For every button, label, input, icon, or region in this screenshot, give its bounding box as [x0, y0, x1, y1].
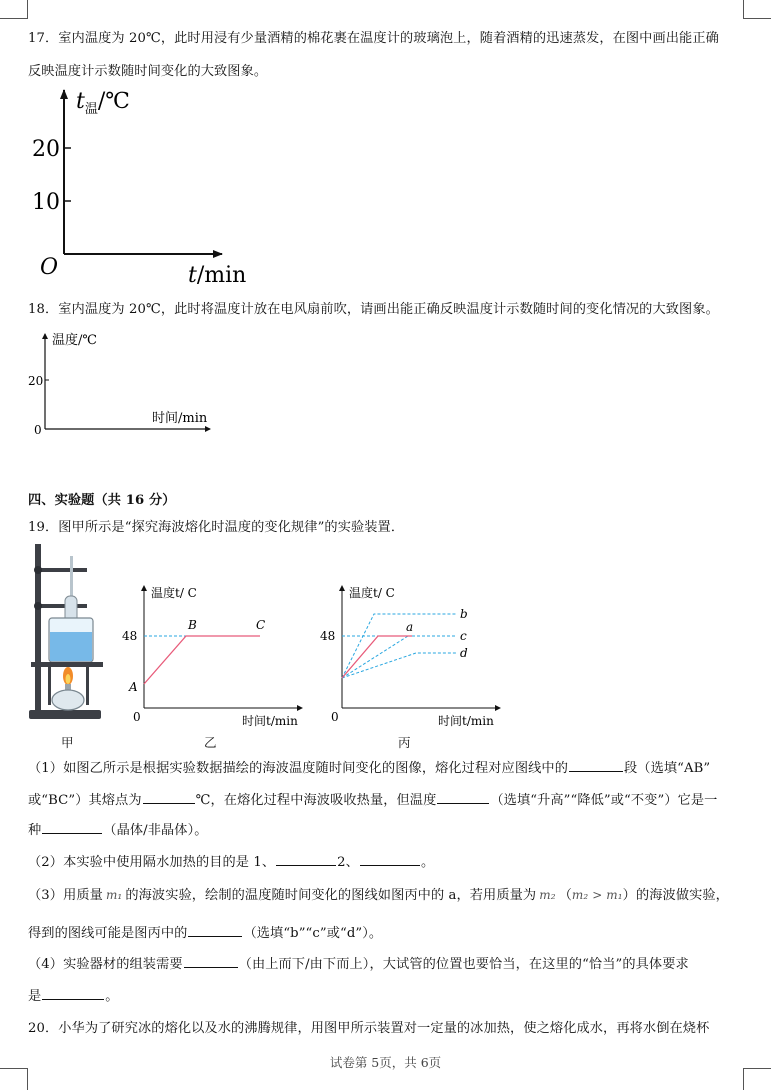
q17-line-2: 反映温度计示数随时间变化的大致图象。	[28, 64, 268, 79]
q19-part1-line1	[28, 757, 710, 776]
q19-part3-line2	[28, 922, 382, 941]
q19-p3-text-f: （选填“b”“c”或“d”）。	[243, 926, 383, 941]
q19-intro: 19．图甲所示是“探究海波熔化时温度的变化规律”的实验装置．	[28, 520, 405, 535]
bing-curve-c	[342, 636, 408, 678]
q19-p1-text-c: 或“BC”）其熔点为	[28, 793, 142, 808]
bing-curve-a-label: a	[406, 620, 414, 634]
yi-x-label: 时间t/min	[242, 714, 298, 728]
q18-line-1: 18．室内温度为 20℃，此时将温度计放在电风扇前吹，请画出能正确反映温度计示数随时间的变化情况的大致图象。	[28, 302, 719, 317]
q19-p2-blank-1[interactable]	[276, 853, 336, 866]
q19-p4-blank-requirement[interactable]	[42, 987, 104, 1000]
q19-p1-text-f: 种	[28, 823, 42, 838]
q17-x-label	[188, 263, 246, 288]
q17-y-label-sub: 温	[84, 102, 98, 117]
stand-base	[29, 710, 101, 719]
crop-mark-top-right-h	[743, 18, 771, 19]
q17-x-label-unit: /min	[196, 263, 247, 288]
yi-origin-label: 0	[133, 710, 141, 724]
q19-p3-m2: m₂	[539, 888, 556, 902]
q18-origin-label: 0	[34, 423, 42, 437]
bing-curve-d	[342, 653, 456, 678]
q17-graph	[28, 84, 268, 289]
q18-y-label: 温度/℃	[52, 333, 97, 348]
fig-caption-bing: 丙	[398, 735, 411, 750]
lower-clamp-arm	[35, 604, 87, 608]
q19-part4-line2	[28, 985, 119, 1004]
q18-x-label: 时间/min	[152, 411, 208, 426]
alcohol-lamp	[52, 690, 84, 710]
q19-p3-text-a: （3）用质量	[28, 888, 103, 903]
q19-p1-blank-temperature[interactable]	[437, 791, 489, 804]
q19-p1-blank-melting-point[interactable]	[143, 791, 195, 804]
crop-mark-top-left-v	[27, 0, 28, 18]
q19-p2-blank-2[interactable]	[360, 853, 420, 866]
q19-p3-m1: m₁	[105, 888, 123, 902]
q19-part3-line1	[28, 884, 729, 903]
q19-p3-text-e: 得到的图线可能是图丙中的	[28, 926, 188, 941]
clamp-knob-2	[34, 602, 42, 610]
q19-p1-text-e: （选填“升高”“降低”或“不变”）它是一	[490, 793, 718, 808]
q19-p1-text-d: ℃，在熔化过程中海波吸收热量，但温度	[195, 793, 437, 808]
bing-curve-c-label: c	[460, 629, 467, 643]
q17-line-1: 17．室内温度为 20℃，此时用浸有少量酒精的棉花裹在温度计的玻璃泡上，随着酒精的迅速蒸发，在图中画出能正确	[28, 31, 719, 46]
beaker-water	[50, 632, 92, 661]
bing-y-label: 温度t/ C	[349, 586, 395, 600]
lamp-wick	[65, 684, 71, 690]
q19-p1-text-b: 段（选填“AB”	[624, 761, 711, 776]
clamp-knob-1	[34, 566, 42, 574]
crop-mark-bottom-left-v	[27, 1068, 28, 1090]
yi-y-label: 温度t/ C	[151, 586, 197, 600]
q19-p4-blank-order[interactable]	[184, 955, 238, 968]
fig-caption-jia: 甲	[61, 735, 74, 750]
crop-mark-top-right-v	[743, 0, 744, 18]
q18-tick-label-20: 20	[28, 374, 44, 388]
q19-p3-blank-curve[interactable]	[188, 924, 242, 937]
q19-p2-text-a: （2）本实验中使用隔水加热的目的是 1、	[28, 855, 276, 870]
q17-origin-label: O	[40, 255, 59, 280]
yi-point-b-label: B	[188, 618, 197, 632]
crop-mark-bottom-right-v	[743, 1068, 744, 1090]
ring-stand-leg-left	[48, 667, 51, 705]
yi-curve-abc	[144, 636, 260, 684]
q19-p3-condition: m₂ > m₁	[571, 888, 623, 902]
q19-p4-text-b: （由上而下/由下而上），大试管的位置也要恰当，在这里的“恰当”的具体要求	[238, 957, 689, 972]
q19-p1-blank-crystal[interactable]	[42, 821, 102, 834]
bing-tick-label-48: 48	[320, 629, 336, 643]
q17-tick-label-10: 10	[32, 190, 60, 215]
q17-tick-label-20: 20	[32, 137, 60, 162]
q19-part1-line2	[28, 789, 717, 808]
q17-y-label-t: t	[76, 89, 85, 114]
q19-apparatus-figure	[26, 540, 108, 725]
bing-x-label: 时间t/min	[438, 714, 494, 728]
q17-y-label	[76, 89, 130, 117]
ring-stand-leg-right	[86, 667, 89, 705]
q19-p2-text-c: 。	[420, 855, 435, 870]
flame-core	[66, 674, 71, 684]
crop-mark-top-left-h	[0, 18, 28, 19]
q19-p3-text-c: （	[558, 888, 572, 903]
q19-part1-line3	[28, 819, 208, 838]
q18-graph	[28, 328, 228, 440]
yi-tick-label-48: 48	[122, 629, 138, 643]
q19-p1-blank-segment[interactable]	[569, 759, 623, 772]
q20-line-1: 20．小华为了研究冰的熔化以及水的沸腾规律，用图甲所示装置对一定量的冰加热，使之熔化成水，再将水倒在烧杯	[28, 1021, 710, 1036]
q19-p4-text-c: 是	[28, 989, 42, 1004]
yi-point-a-label: A	[129, 680, 138, 694]
q19-p1-text-g: （晶体/非晶体）。	[103, 823, 208, 838]
gauze-support	[31, 662, 103, 667]
q19-p2-text-b: 2、	[337, 855, 359, 870]
yi-point-c-label: C	[256, 618, 266, 632]
q19-p4-text-a: （4）实验器材的组装需要	[28, 957, 183, 972]
q19-p4-text-d: 。	[105, 989, 119, 1004]
page-footer: 试卷第 5页，共 6页	[329, 1055, 442, 1070]
q19-p3-text-b: 的海波实验，绘制的温度随时间变化的图线如图丙中的 a，若用质量为	[125, 888, 537, 903]
q19-part4-line1	[28, 953, 689, 972]
q17-y-label-unit: /℃	[97, 89, 130, 114]
bing-curve-b-label: b	[460, 607, 468, 621]
q19-p3-text-d: ）的海波做实验，	[622, 888, 729, 903]
q19-graph-yi	[118, 580, 308, 730]
q19-p1-text-a: （1）如图乙所示是根据实验数据描绘的海波温度随时间变化的图像，熔化过程对应图线中的	[28, 761, 568, 776]
q17-x-label-t: t	[188, 263, 197, 288]
bing-origin-label: 0	[331, 710, 339, 724]
bing-curve-d-label: d	[460, 646, 468, 660]
bing-curve-b	[342, 614, 456, 678]
fig-caption-yi: 乙	[204, 735, 217, 750]
section-4-title: 四、实验题（共 16 分）	[28, 493, 176, 508]
q19-part2	[28, 851, 434, 870]
q19-graph-bing	[316, 580, 506, 730]
upper-clamp-arm	[35, 568, 87, 572]
